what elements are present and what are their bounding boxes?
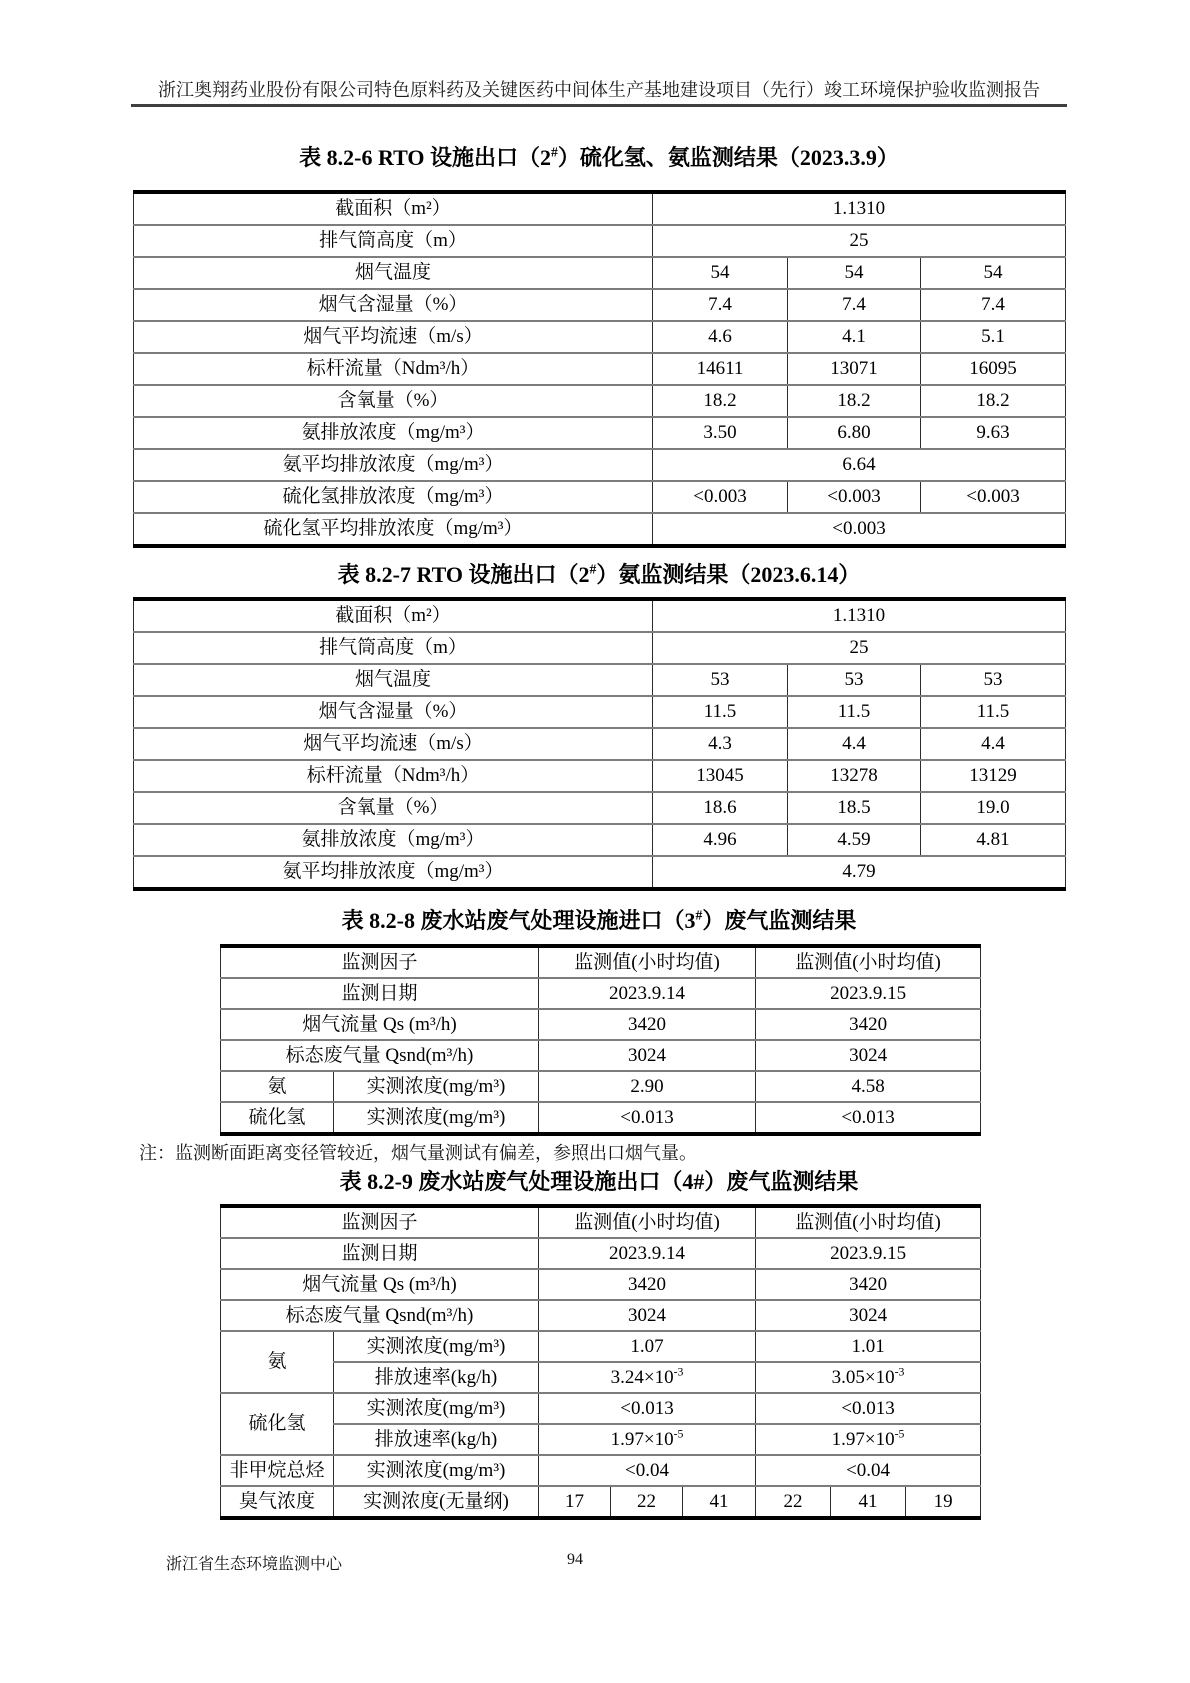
value-cell: 18.2 [921,385,1066,417]
value-cell: 1.01 [756,1331,981,1362]
value-cell-span: 25 [653,225,1066,257]
column-header-cell: 监测值(小时均值) [539,1206,756,1238]
table-row [134,696,1066,728]
value-cell: <0.013 [756,1102,981,1134]
value-cell: 2023.9.15 [756,1238,981,1269]
table-row [221,1331,981,1362]
value-cell: 4.6 [653,321,788,353]
value-cell: 7.4 [653,289,788,321]
table-row [221,1362,981,1393]
table-row [221,1300,981,1331]
value-cell: <0.003 [653,481,788,513]
table-row [134,513,1066,546]
value-cell: <0.04 [756,1455,981,1486]
footer-organization: 浙江省生态环境监测中心 [166,1556,343,1573]
value-cell: <0.013 [539,1393,756,1424]
row-sub-label: 实测浓度(mg/m³) [334,1455,539,1486]
table-row [221,1269,981,1300]
table-row [134,728,1066,760]
page-number: 94 [567,1551,583,1568]
table-row [134,257,1066,289]
value-cell: 3420 [539,1269,756,1300]
value-cell: 2023.9.14 [539,978,756,1009]
row-label: 烟气含湿量（%） [134,696,653,728]
value-cell: 4.59 [788,824,921,856]
row-group-label: 臭气浓度 [221,1486,334,1518]
value-cell: 2023.9.15 [756,978,981,1009]
value-cell: 54 [921,257,1066,289]
value-cell: 3024 [756,1040,981,1071]
table-8-2-9 [220,1204,981,1520]
value-cell: 2023.9.14 [539,1238,756,1269]
table-row [134,824,1066,856]
row-label: 烟气平均流速（m/s） [134,321,653,353]
row-label: 硫化氢平均排放浓度（mg/m³） [134,513,653,546]
value-cell: 11.5 [921,696,1066,728]
value-cell: 3024 [756,1300,981,1331]
value-cell-span: <0.003 [653,513,1066,546]
row-label: 标杆流量（Ndm³/h） [134,760,653,792]
value-cell-span: 1.1310 [653,599,1066,632]
column-header-cell: 监测值(小时均值) [756,1206,981,1238]
row-label: 烟气温度 [134,257,653,289]
table-row [221,1102,981,1134]
value-cell: 16095 [921,353,1066,385]
table-8-2-6 [133,190,1066,548]
value-cell: 53 [921,664,1066,696]
value-cell: 4.4 [788,728,921,760]
value-cell: 13278 [788,760,921,792]
value-cell: 7.4 [921,289,1066,321]
row-sub-label: 排放速率(kg/h) [334,1424,539,1455]
value-cell: 14611 [653,353,788,385]
table-row [134,385,1066,417]
value-cell: 18.2 [653,385,788,417]
row-sub-label: 实测浓度(mg/m³) [334,1071,539,1102]
row-label: 烟气含湿量（%） [134,289,653,321]
column-header-cell: 监测值(小时均值) [539,946,756,978]
value-cell: 18.6 [653,792,788,824]
value-cell: 6.80 [788,417,921,449]
table-row [134,225,1066,257]
value-cell: 11.5 [788,696,921,728]
table-row [221,1071,981,1102]
row-sub-label: 实测浓度(mg/m³) [334,1102,539,1134]
row-group-label: 硫化氢 [221,1393,334,1455]
value-cell: 4.1 [788,321,921,353]
value-cell: 19.0 [921,792,1066,824]
row-label: 排气筒高度（m） [134,225,653,257]
row-label: 氨平均排放浓度（mg/m³） [134,449,653,481]
table-body [134,192,1066,546]
value-cell: 13071 [788,353,921,385]
table-row [134,632,1066,664]
row-label: 监测因子 [221,1206,539,1238]
table-row [134,760,1066,792]
row-label: 标态废气量 Qsnd(m³/h) [221,1300,539,1331]
value-cell: <0.013 [756,1393,981,1424]
row-group-label: 硫化氢 [221,1102,334,1134]
table-row [221,1040,981,1071]
row-group-label: 氨 [221,1071,334,1102]
value-cell: <0.013 [539,1102,756,1134]
table-8-2-7 [133,597,1066,891]
table-8-2-9-title: 表 8.2-9 废水站废气处理设施出口（4#）废气监测结果 [339,1169,859,1194]
superscript-exponent: -5 [673,1427,684,1441]
row-label: 烟气平均流速（m/s） [134,728,653,760]
value-cell: 41 [683,1486,756,1518]
table-row [134,664,1066,696]
value-cell: 22 [756,1486,831,1518]
row-label: 含氧量（%） [134,792,653,824]
value-cell: $3.05\times 10^{-3}$ [756,1362,981,1393]
row-label: 烟气流量 Qs (m³/h) [221,1269,539,1300]
row-label: 监测因子 [221,946,539,978]
table-body [134,599,1066,889]
title-superscript: # [695,907,703,923]
value-cell: 3420 [756,1009,981,1040]
table-row [134,481,1066,513]
value-cell: 3024 [539,1040,756,1071]
table-row [134,856,1066,889]
table-row [134,599,1066,632]
value-cell: 5.1 [921,321,1066,353]
table-row [134,289,1066,321]
table-row [134,792,1066,824]
value-cell: 54 [653,257,788,289]
row-label: 排气筒高度（m） [134,632,653,664]
value-cell: 53 [788,664,921,696]
value-cell: 3.50 [653,417,788,449]
row-group-label: 氨 [221,1331,334,1393]
column-header-cell: 监测值(小时均值) [756,946,981,978]
row-label: 标态废气量 Qsnd(m³/h) [221,1040,539,1071]
value-cell: $1.97\times 10^{-5}$ [756,1424,981,1455]
value-cell: 2.90 [539,1071,756,1102]
row-label: 截面积（m²） [134,192,653,225]
table-note: 注：监测断面距离变径管较近，烟气量测试有偏差，参照出口烟气量。 [139,1143,697,1163]
row-label: 含氧量（%） [134,385,653,417]
value-cell: <0.003 [921,481,1066,513]
value-cell: 4.58 [756,1071,981,1102]
row-label: 标杆流量（Ndm³/h） [134,353,653,385]
value-cell: 13045 [653,760,788,792]
row-label: 烟气流量 Qs (m³/h) [221,1009,539,1040]
value-cell-span: 6.64 [653,449,1066,481]
value-cell: 13129 [921,760,1066,792]
value-cell: $1.97\times 10^{-5}$ [539,1424,756,1455]
table-row [221,1009,981,1040]
row-sub-label: 实测浓度(无量纲) [334,1486,539,1518]
row-label: 截面积（m²） [134,599,653,632]
table-body [221,1206,981,1518]
value-cell: 18.2 [788,385,921,417]
row-label: 氨排放浓度（mg/m³） [134,824,653,856]
table-8-2-6-title: 表 8.2-6 RTO 设施出口（2#）硫化氢、氨监测结果（2023.3.9） [299,144,899,170]
value-cell: 22 [611,1486,683,1518]
table-row [221,946,981,978]
table-row [221,1424,981,1455]
superscript-exponent: -5 [894,1427,905,1441]
row-sub-label: 实测浓度(mg/m³) [334,1393,539,1424]
row-label: 监测日期 [221,1238,539,1269]
table-8-2-7-title: 表 8.2-7 RTO 设施出口（2#）氨监测结果（2023.6.14） [337,561,861,587]
table-row [134,321,1066,353]
value-cell: <0.04 [539,1455,756,1486]
table-row [221,1238,981,1269]
value-cell-span: 25 [653,632,1066,664]
row-group-label: 非甲烷总烃 [221,1455,334,1486]
row-label: 氨排放浓度（mg/m³） [134,417,653,449]
value-cell: 4.81 [921,824,1066,856]
value-cell: 7.4 [788,289,921,321]
table-8-2-8 [220,944,981,1136]
value-cell: $3.24\times 10^{-3}$ [539,1362,756,1393]
value-cell: 54 [788,257,921,289]
value-cell: 18.5 [788,792,921,824]
table-8-2-8-title: 表 8.2-8 废水站废气处理设施进口（3#）废气监测结果 [341,907,857,933]
value-cell-span: 1.1310 [653,192,1066,225]
value-cell: 1.07 [539,1331,756,1362]
table-row [134,192,1066,225]
table-row [221,1393,981,1424]
table-body [221,946,981,1134]
value-cell: 3420 [539,1009,756,1040]
value-cell-span: 4.79 [653,856,1066,889]
row-sub-label: 排放速率(kg/h) [334,1362,539,1393]
header-divider [131,104,1067,107]
table-row [221,1206,981,1238]
value-cell: <0.003 [788,481,921,513]
value-cell: 4.4 [921,728,1066,760]
row-label: 硫化氢排放浓度（mg/m³） [134,481,653,513]
table-row [134,449,1066,481]
value-cell: 9.63 [921,417,1066,449]
table-row [221,978,981,1009]
row-label: 监测日期 [221,978,539,1009]
document-header: 浙江奥翔药业股份有限公司特色原料药及关键医药中间体生产基地建设项目（先行）竣工环境保护验收监测报告 [158,80,1040,100]
title-superscript: # [551,144,558,160]
value-cell: 41 [831,1486,906,1518]
row-sub-label: 实测浓度(mg/m³) [334,1331,539,1362]
value-cell: 19 [906,1486,981,1518]
row-label: 烟气温度 [134,664,653,696]
value-cell: 3420 [756,1269,981,1300]
superscript-exponent: -3 [673,1365,684,1379]
value-cell: 53 [653,664,788,696]
value-cell: 11.5 [653,696,788,728]
table-row [134,417,1066,449]
value-cell: 4.96 [653,824,788,856]
title-superscript: # [589,561,597,577]
superscript-exponent: -3 [894,1365,905,1379]
row-label: 氨平均排放浓度（mg/m³） [134,856,653,889]
value-cell: 17 [539,1486,611,1518]
table-row [221,1455,981,1486]
table-row [134,353,1066,385]
value-cell: 3024 [539,1300,756,1331]
table-row [221,1486,981,1518]
value-cell: 4.3 [653,728,788,760]
